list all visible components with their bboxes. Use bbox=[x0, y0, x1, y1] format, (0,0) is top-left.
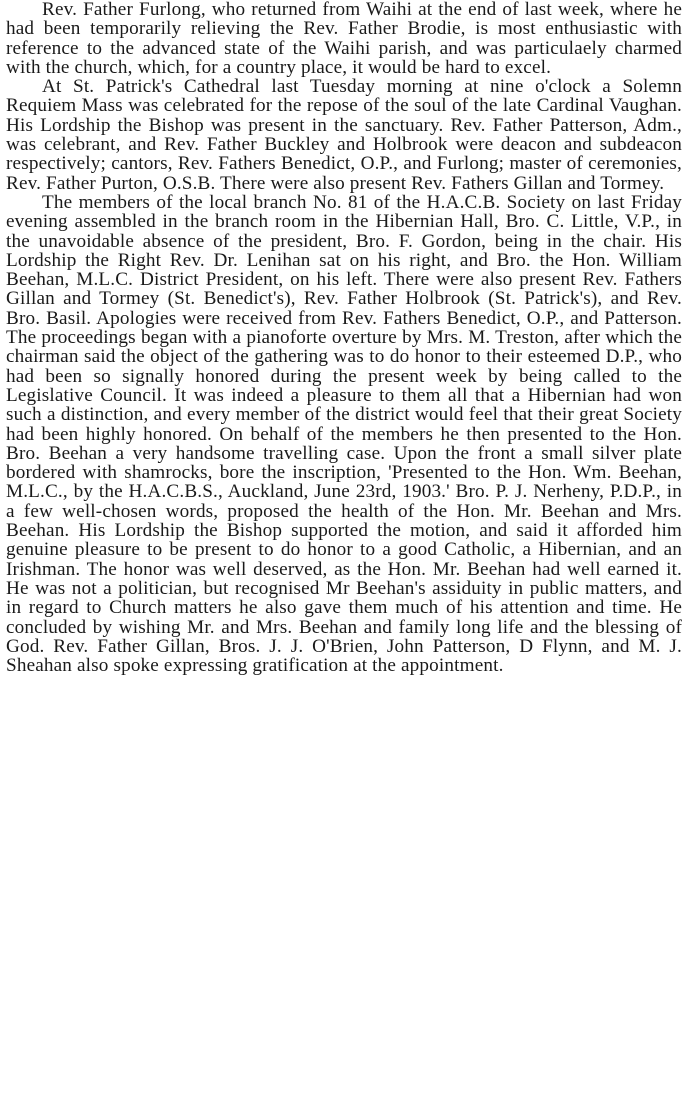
paragraph-hacb-society: The members of the local branch No. 81 of the H.A.C.B. Society on last Friday evening assembled in the branch room in the Hibernian Hall, Bro. C. Little, V.P., in the unavoidable absence of the president, Bro. F. Gordon, being in the chair. His Lordship the Right Rev. Dr. Lenihan sat on his right, and Bro. the Hon. William Beehan, M.L.C. District President, on his left. There were also present Rev. Fathers Gillan and Tormey (St. Benedict's), Rev. Father Holbrook (St. Patrick's), and Rev. Bro. Basil. Apologies were received from Rev. Fathers Benedict, O.P., and Patterson. The proceedings began with a pianoforte overture by Mrs. M. Treston, after which the chairman said the object of the gathering was to do honor to their esteemed D.P., who had been so signally honored during the present week by being called to the Legislative Council. It was indeed a pleasure to them all that a Hibernian had won such a distinction, and every member of the district would feel that their great Society had been highly honored. On behalf of the members he then presented to the Hon. Bro. Beehan a very handsome travelling case. Upon the front a small silver plate bordered with shamrocks, bore the inscription, 'Presented to the Hon. Wm. Beehan, M.L.C., by the H.A.C.B.S., Auckland, June 23rd, 1903.' Bro. P. J. Nerheny, P.D.P., in a few well-chosen words, proposed the health of the Hon. Mr. Beehan and Mrs. Beehan. His Lordship the Bishop supported the motion, and said it afforded him genuine pleasure to be present to do honor to a good Catholic, a Hibernian, and an Irishman. The honor was well deserved, as the Hon. Mr. Beehan had well earned it. He was not a politician, but recognised Mr Beehan's assiduity in public matters, and in regard to Church matters he also gave them much of his attention and time. He concluded by wishing Mr. and Mrs. Beehan and family long life and the blessing of God. Rev. Father Gillan, Bros. J. J. O'Brien, John Patterson, D Flynn, and M. J. Sheahan also spoke expressing gratification at the appointment. bbox=[6, 191, 682, 677]
paragraph-furlong: Rev. Father Furlong, who returned from Waihi at the end of last week, where he had been temporarily relieving the Rev. Father Brodie, is most enthusiastic with reference to the advanced state of the Waihi parish, and was particulaely charmed with the church, which, for a country place, it would be hard to excel. bbox=[6, 0, 682, 78]
paragraph-requiem-mass: At St. Patrick's Cathedral last Tuesday morning at nine o'clock a Solemn Requiem Mass was celebrated for the repose of the soul of the late Cardinal Vaughan. His Lordship the Bishop was present in the sanctuary. Rev. Father Patterson, Adm., was celebrant, and Rev. Father Buckley and Holbrook were deacon and subdeacon respectively; cantors, Rev. Fathers Benedict, O.P., and Furlong; master of ceremonies, Rev. Father Purton, O.S.B. There were also present Rev. Fathers Gillan and Tormey. bbox=[6, 76, 682, 194]
article-column bbox=[6, 0, 682, 675]
